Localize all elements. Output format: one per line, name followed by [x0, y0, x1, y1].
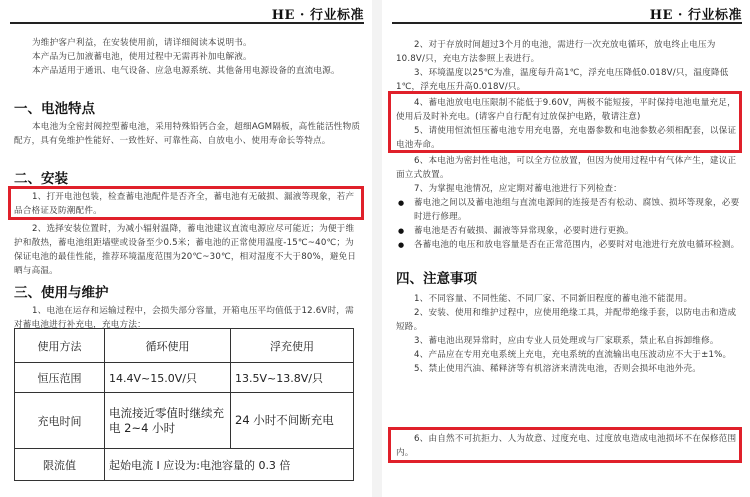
page-gutter — [372, 0, 382, 497]
intro-line: 本产品为已加液蓄电池，使用过程中无需再补加电解液。 — [32, 52, 252, 62]
table-row — [15, 363, 354, 393]
highlight-box — [8, 186, 364, 220]
note-item: 6、由自然不可抗拒力、人为故意、过度充电、过度放电造成电池损坏不在保修范围内。 — [396, 434, 737, 458]
table-cell: 限流值 — [15, 449, 105, 481]
note-item: 5、禁止使用汽油、稀释济等有机溶济来清洗电池，否则会损坏电池外壳。 — [414, 364, 702, 374]
table-cell: 恒压范围 — [15, 363, 105, 393]
maintenance-item: 2、对于存放时间超过3个月的电池，需进行一次充放电循环，放电终止电压为10.8V/只，充电方法参照上表进行。 — [396, 40, 716, 64]
table-header-cell: 循环使用 — [105, 329, 231, 363]
header-rule — [10, 22, 364, 24]
table-header-cell: 浮充使用 — [231, 329, 354, 363]
highlight-box — [388, 427, 742, 463]
highlight-box — [388, 91, 742, 153]
check-bullet: ● 蓄电池之间以及蓄电池组与直流电源间的连接是否有松动、腐蚀、损坏等现象，必要时进行修理。 — [396, 196, 740, 224]
maintenance-item: 5、请使用恒流恒压蓄电池专用充电器，充电器参数和电池参数必须相配套，以保证电池寿命。 — [396, 126, 737, 150]
check-bullet: ● 蓄电池是否有破损、漏液等异常现象，必要时进行更换。 — [396, 224, 740, 238]
note-item: 2、安装、使用和维护过程中，应使用绝缘工具，并配带绝缘手套，以防电击和造成短路。 — [396, 308, 737, 332]
table-cell: 充电时间 — [15, 393, 105, 449]
intro-line: 本产品适用于通讯、电气设备、应急电源系统、其他备用电源设备的直流电源。 — [32, 66, 340, 76]
maintenance-item: 3、环境温度以25℃为准，温度每升高1℃，浮充电压降低0.018V/只，温度降低1℃，浮充电压升高0.018V/只。 — [396, 68, 729, 92]
intro-line: 为维护客户利益，在安装使用前，请详细阅读本说明书。 — [32, 38, 252, 48]
table-cell: 14.4V~15.0V/只 — [105, 363, 231, 393]
section-title: 二、安装 — [14, 171, 68, 187]
charging-table — [14, 328, 354, 481]
header-rule — [392, 22, 742, 24]
note-item: 3、蓄电池出现异常时，应由专业人员处理或与厂家联系，禁止私自拆卸维修。 — [414, 336, 719, 346]
section-maintenance — [14, 282, 362, 332]
section-title: 三、使用与维护 — [14, 285, 109, 301]
table-header-cell: 使用方法 — [15, 329, 105, 363]
maintenance-continued-2 — [396, 154, 740, 252]
note-item: 1、不同容量、不同性能、不同厂家、不同新旧程度的蓄电池不能混用。 — [414, 294, 693, 304]
note-item: 4、产品应在专用充电系统上充电，充电系统的直流输出电压波动应不大于±1%。 — [414, 350, 732, 360]
section-title: 一、电池特点 — [14, 101, 95, 117]
check-bullet: ● 各蓄电池的电压和放电容量是否在正常范围内，必要时对电池进行充放电循环检测。 — [396, 238, 740, 252]
maintenance-item: 1、电池在运存和运输过程中，会损失部分容量，开箱电压平均值低于12.6V时，需对蓄电池进行补充电，充电方法： — [14, 306, 354, 330]
maintenance-item: 7、为掌握电池情况，应定期对蓄电池进行下列检查： — [414, 184, 622, 194]
install-item: 1、打开电池包装，检查蓄电池配件是否齐全，蓄电池有无破损、漏液等现象，若产品合格证及防潮配件。 — [14, 192, 355, 216]
maintenance-continued — [396, 38, 740, 94]
page-header-title: HE · 行业标准 — [649, 8, 742, 23]
section-title: 四、注意事项 — [396, 271, 477, 287]
section-features — [14, 98, 362, 148]
table-row — [15, 449, 354, 481]
intro-block — [14, 36, 362, 78]
right-page — [382, 0, 750, 497]
section-install — [14, 168, 362, 278]
maintenance-item: 6、本电池为密封性电池，可以全方位放置，但因为使用过程中有气体产生，建议正面立式放置。 — [396, 156, 737, 180]
table-cell: 13.5V~13.8V/只 — [231, 363, 354, 393]
section-body: 本电池为全密封阀控型蓄电池，采用特殊铅钙合金，超细AGM隔板，高性能活性物质配方，具有免维护性能好、一致性好、可靠性高、自放电小、使用寿命长等特点。 — [14, 122, 361, 146]
maintenance-item: 4、蓄电池放电电压限制不能低于9.60V，两极不能短接，平时保持电池电量充足，使用后及时补充电。(请客户自行配有过放保护电路，敬请注意) — [396, 98, 736, 122]
section-notes — [396, 268, 740, 376]
left-page — [0, 0, 372, 497]
table-cell: 电流接近零值时继续充电 2~4 小时 — [105, 393, 231, 449]
table-cell: 起始电流 I 应设为:电池容量的 0.3 倍 — [105, 449, 354, 481]
table-cell: 24 小时不间断充电 — [231, 393, 354, 449]
install-item: 2、选择安装位置时，为减小辐射温降，蓄电池建议直流电源应尽可能近；为便于维护和散热，蓄电池组距墙壁或设备至少0.5米；蓄电池的正常使用温度-15℃~40℃；为保证电池的最佳性能，推荐环境温度范围为20℃~30℃，相对湿度不大于80%，避免日晒与高温。 — [14, 224, 357, 276]
table-row — [15, 393, 354, 449]
page-header-title: HE · 行业标准 — [271, 8, 364, 23]
table-header-row — [15, 329, 354, 363]
